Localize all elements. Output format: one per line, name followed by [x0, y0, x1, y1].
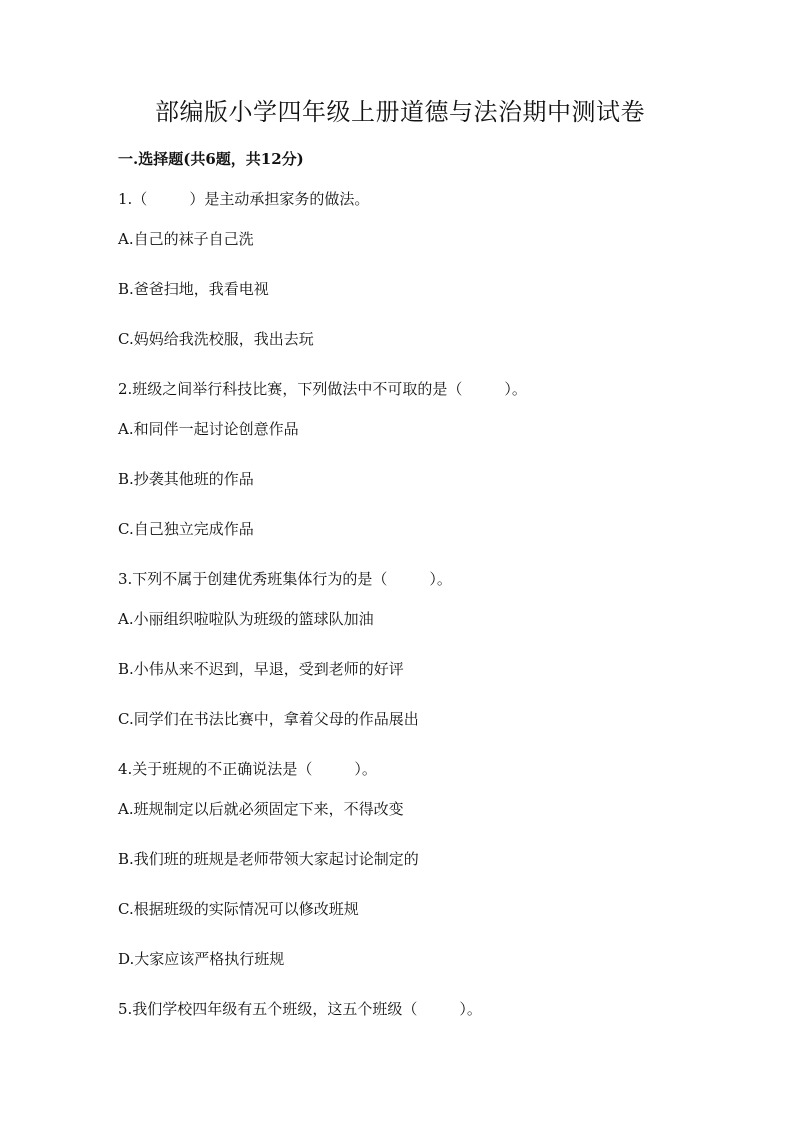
option-2b: B.抄袭其他班的作品	[118, 470, 254, 488]
question-4	[118, 758, 377, 779]
section-heading: 一.选择题(共6题，共12分)	[118, 150, 304, 168]
option-1b: B.爸爸扫地，我看电视	[118, 280, 269, 298]
option-3a: A.小丽组织啦啦队为班级的篮球队加油	[118, 610, 374, 628]
question-1	[118, 188, 369, 209]
question-5-suffix: ）。	[459, 1000, 482, 1018]
question-1-suffix: ）是主动承担家务的做法。	[189, 190, 370, 208]
option-2c: C.自己独立完成作品	[118, 520, 254, 538]
question-2-suffix: ）。	[504, 380, 527, 398]
question-3-suffix: ）。	[429, 570, 452, 588]
option-1c: C.妈妈给我洗校服，我出去玩	[118, 330, 314, 348]
option-3c: C.同学们在书法比赛中，拿着父母的作品展出	[118, 710, 419, 728]
option-4a: A.班规制定以后就必须固定下来，不得改变	[118, 800, 404, 818]
question-1-prefix: 1.（	[118, 190, 148, 208]
question-5	[118, 998, 482, 1019]
exam-title: 部编版小学四年级上册道德与法治期中测试卷	[155, 98, 645, 126]
option-3b: B.小伟从来不迟到，早退，受到老师的好评	[118, 660, 404, 678]
option-1a: A.自己的袜子自己洗	[118, 230, 254, 248]
question-3	[118, 568, 452, 589]
question-3-prefix: 3.下列不属于创建优秀班集体行为的是（	[118, 570, 388, 588]
question-2	[118, 378, 527, 399]
question-5-prefix: 5.我们学校四年级有五个班级，这五个班级（	[118, 1000, 418, 1018]
option-4c: C.根据班级的实际情况可以修改班规	[118, 900, 359, 918]
question-2-prefix: 2.班级之间举行科技比赛，下列做法中不可取的是（	[118, 380, 463, 398]
option-4b: B.我们班的班规是老师带领大家起讨论制定的	[118, 850, 419, 868]
question-4-prefix: 4.关于班规的不正确说法是（	[118, 760, 313, 778]
option-4d: D.大家应该严格执行班规	[118, 950, 285, 968]
question-4-suffix: ）。	[354, 760, 377, 778]
option-2a: A.和同伴一起讨论创意作品	[118, 420, 299, 438]
